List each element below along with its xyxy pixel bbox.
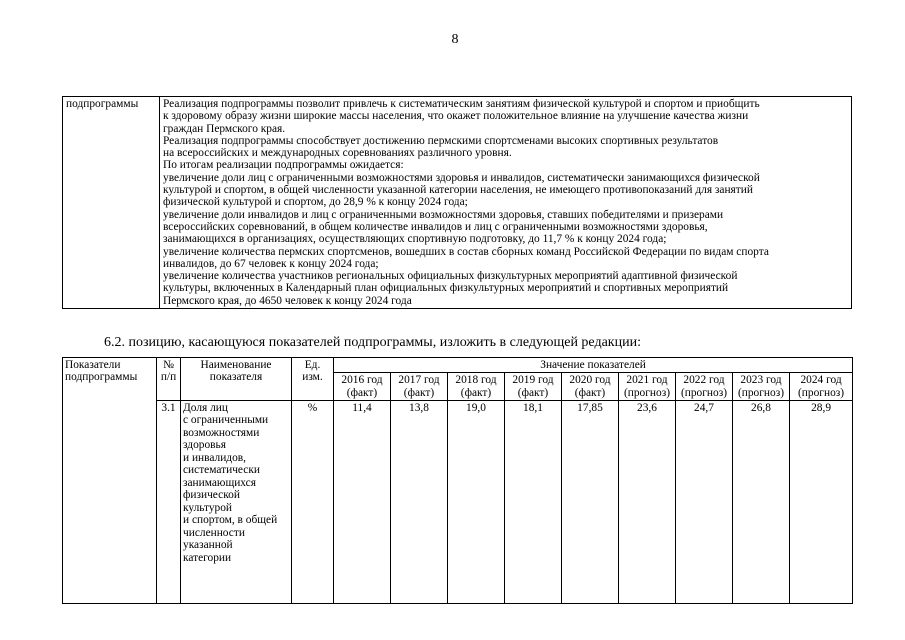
page-number: 8 [451,32,459,47]
year-header: 2022 год (прогноз) [676,373,733,401]
row-number: 3.1 [157,400,181,603]
values-header: Значение показателей [334,358,853,373]
value-cell: 11,4 [334,400,391,603]
value-cell: 24,7 [676,400,733,603]
value-cell: 23,6 [619,400,676,603]
year-header: 2018 год (факт) [448,373,505,401]
unit-header: Ед. изм. [292,358,334,401]
year-header: 2024 год (прогноз) [790,373,853,401]
year-header: 2021 год (прогноз) [619,373,676,401]
text-line: Реализация подпрограммы позволит привлечь к систематическим занятиям физической культурой и спортом и приобщить [163,98,760,110]
name-header: Наименование показателя [181,358,292,401]
indicators-header: Показатели подпрограммы [63,358,157,604]
value-cell: 26,8 [733,400,790,603]
text-line: Пермского края, до 4650 человек к концу 2024 года [163,294,412,307]
value-cell: 28,9 [790,400,853,603]
text-line: граждан Пермского края. [163,122,286,135]
text-line: увеличение количества участников региональных официальных физкультурных мероприятий адаптивной физической [163,270,738,283]
name-line: Доля лиц [183,401,228,414]
text-line: По итогам реализации подпрограммы ожидается: [163,159,404,172]
name-line: с ограниченными [183,414,269,427]
expected-results-cell [160,97,852,309]
name-line: численности [183,526,245,539]
text-line: на всероссийских и международных соревнованиях различного уровня. [163,147,512,160]
name-line: и инвалидов, [183,451,247,464]
text-line: увеличение доли лиц с ограниченными возможностями здоровья и инвалидов, систематически занимающихся физической [163,171,760,184]
year-header: 2020 год (факт) [562,373,619,401]
text-line: физической культурой и спортом, до 28,9 % к концу 2024 года; [163,196,468,209]
text-line: увеличение количества пермских спортсменов, вошедших в состав сборных команд Российской Федерации по видам спорта [163,245,769,258]
name-line: систематически [183,464,260,477]
text-line: занимающихся в организациях, осуществляющих спортивную подготовку, до 11,7 % к концу 2024 года; [163,233,667,246]
row-unit: % [292,400,334,603]
name-line: и спортом, в общей [183,514,278,527]
value-cell: 13,8 [391,400,448,603]
name-line: физической [183,489,240,502]
section-heading: 6.2. позицию, касающуюся показателей подпрограммы, изложить в следующей редакции: [104,335,641,350]
name-line: категории [183,551,232,564]
name-line: возможностями [183,426,260,439]
text-line: культурой и спортом, в общей численности указанной категории населения, не имеющего противопоказаний для занятий [163,184,753,197]
text-line: всероссийских соревнований, в общем количестве инвалидов и лиц с ограниченными возможностями здоровья, [163,220,708,233]
text-line: культуры, включенных в Календарный план официальных физкультурных мероприятий и спортивных мероприятий [163,282,729,295]
expected-results-text [163,98,848,307]
name-line: культурой [183,501,233,514]
text-line: Реализация подпрограммы способствует достижению пермскими спортсменами высоких спортивных результатов [163,134,719,147]
year-header: 2023 год (прогноз) [733,373,790,401]
year-header: 2017 год (факт) [391,373,448,401]
name-line: указанной [183,539,233,552]
row-label: подпрограммы [63,97,160,309]
value-cell: 17,85 [562,400,619,603]
name-line: занимающихся [183,476,256,489]
indicator-name [181,400,292,603]
year-header: 2016 год (факт) [334,373,391,401]
text-line: увеличение доли инвалидов и лиц с ограниченными возможностями здоровья, ставших победителями и призерами [163,208,724,221]
value-cell: 18,1 [505,400,562,603]
number-header: № п/п [157,358,181,401]
name-line: здоровья [183,439,226,452]
table-row [63,400,853,603]
text-line: к здоровому образу жизни широкие массы населения, что окажет положительное влияние на улучшение качества жизни [163,110,749,123]
year-header: 2019 год (факт) [505,373,562,401]
value-cell: 19,0 [448,400,505,603]
indicators-table [62,357,853,604]
subprogram-results-table [62,96,852,309]
text-line: инвалидов, до 67 человек к концу 2024 года; [163,257,379,270]
